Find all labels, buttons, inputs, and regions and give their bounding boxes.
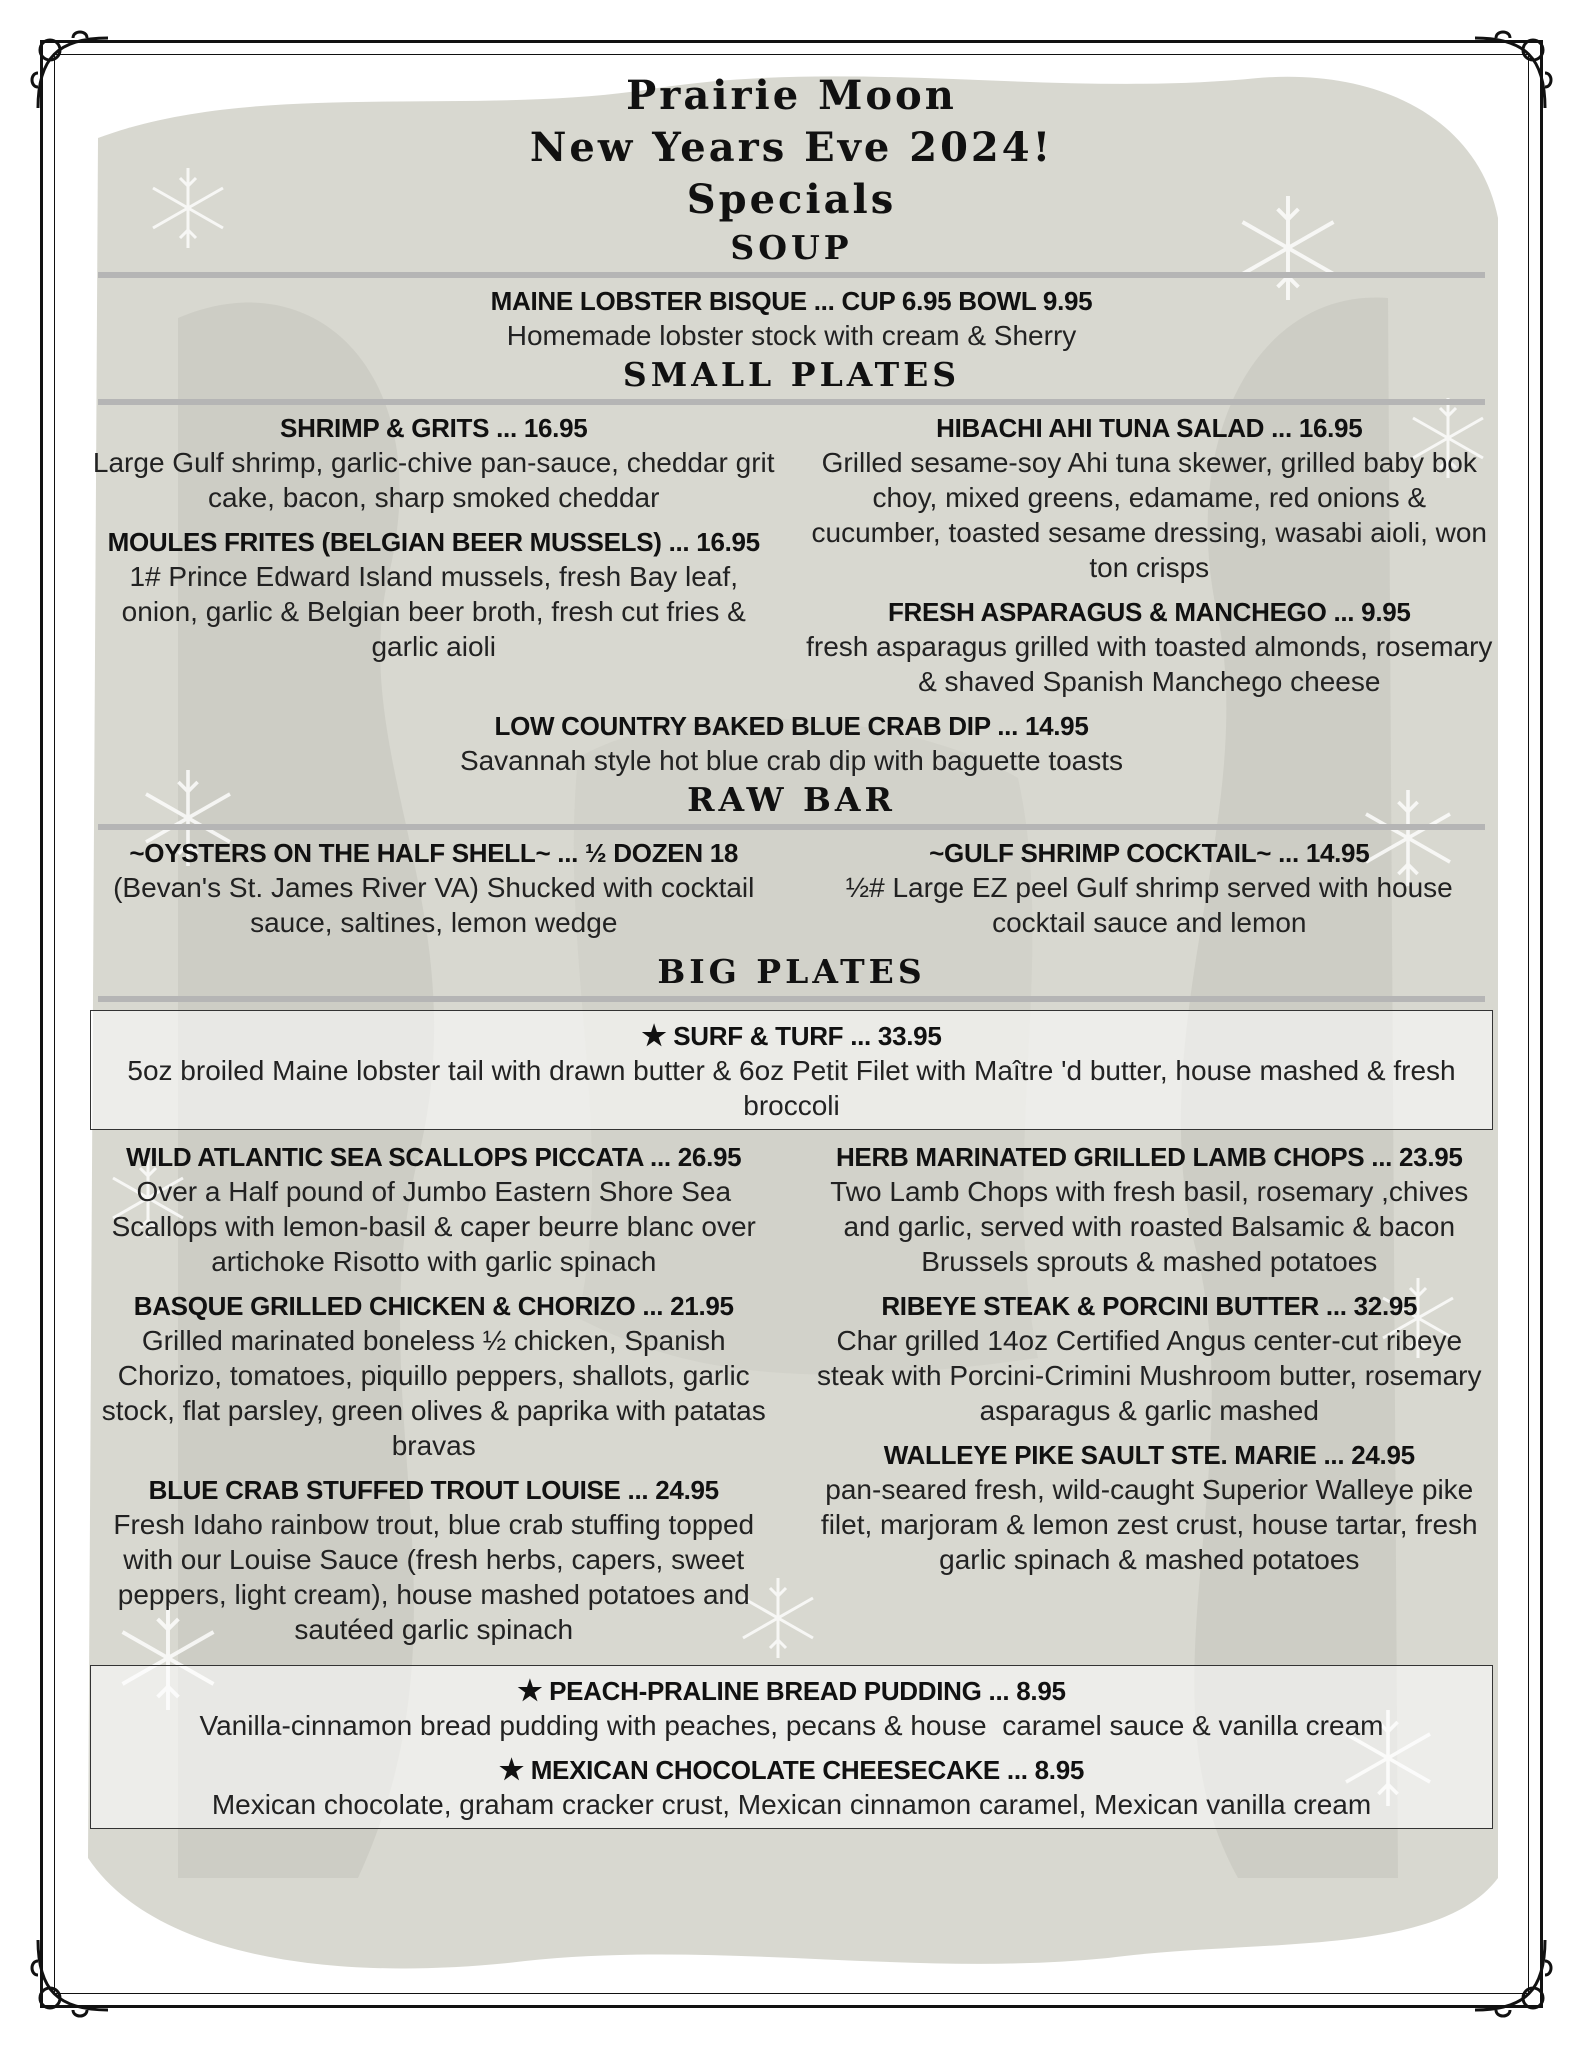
item-description: Over a Half pound of Jumbo Eastern Shore Sea Scallops with lemon-basil & caper beurre blanc over artichoke Risotto with garlic spinach: [111, 1176, 756, 1277]
left-column: [90, 1140, 777, 1657]
corner-flourish-icon: [28, 1930, 118, 2020]
menu-item: [90, 836, 777, 940]
item-name: HIBACHI AHI TUNA SALAD: [936, 413, 1265, 443]
item-price: 16.95: [696, 527, 760, 557]
separator: ...: [813, 286, 835, 316]
menu-item: [90, 525, 777, 664]
item-name: MEXICAN CHOCOLATE CHEESECAKE: [530, 1755, 1000, 1785]
item-price: ½ DOZEN 18: [585, 838, 739, 868]
item-name: WALLEYE PIKE SAULT STE. MARIE: [883, 1440, 1317, 1470]
item-description: Grilled sesame-soy Ahi tuna skewer, grilled baby bok choy, mixed greens, edamame, red onions & cucumber, toasted sesame dressing, wasabi aioli, won ton crisps: [811, 447, 1487, 583]
item-name: LOW COUNTRY BAKED BLUE CRAB DIP: [494, 711, 991, 741]
item-price: 16.95: [1298, 413, 1363, 443]
separator: ...: [997, 711, 1018, 741]
right-column: [806, 836, 1493, 950]
small-plates-columns: [90, 411, 1493, 709]
item-description: Char grilled 14oz Certified Angus center-cut ribeye steak with Porcini-Crimini Mushroom butter, rosemary asparagus & garlic mashed: [817, 1325, 1482, 1426]
menu-item: [806, 1140, 1493, 1279]
menu-subtitle: Specials: [686, 176, 897, 223]
item-description: Fresh Idaho rainbow trout, blue crab stuffing topped with our Louise Sauce (fresh herbs, capers, sweet peppers, light cream), house mashed potatoes and sautéed garlic spinach: [113, 1509, 755, 1645]
star-icon: ★: [517, 1675, 543, 1706]
left-column: [90, 836, 777, 950]
raw-bar-columns: [90, 836, 1493, 950]
item-description: ½# Large EZ peel Gulf shrimp served with house cocktail sauce and lemon: [845, 872, 1453, 938]
item-name: ~GULF SHRIMP COCKTAIL~: [929, 838, 1272, 868]
separator: ...: [988, 1676, 1010, 1706]
item-name: PEACH-PRALINE BREAD PUDDING: [549, 1676, 982, 1706]
item-description: Homemade lobster stock with cream & Sherry: [506, 320, 1077, 351]
item-price: 8.95: [1016, 1676, 1066, 1706]
star-icon: ★: [498, 1754, 524, 1785]
item-name: SHRIMP & GRITS: [280, 413, 490, 443]
separator: ...: [496, 413, 517, 443]
separator: ...: [642, 1291, 664, 1321]
item-price: 33.95: [877, 1021, 942, 1051]
featured-item-box: [90, 1010, 1493, 1130]
item-price: 23.95: [1399, 1142, 1463, 1172]
item-name: HERB MARINATED GRILLED LAMB CHOPS: [835, 1142, 1365, 1172]
item-price: 24.95: [655, 1475, 719, 1505]
item-description: (Bevan's St. James River VA) Shucked with cocktail sauce, saltines, lemon wedge: [113, 872, 755, 938]
section-heading-small-plates: SMALL PLATES: [622, 355, 961, 394]
separator: ...: [1333, 597, 1355, 627]
section-divider: [98, 996, 1485, 1002]
item-name: BASQUE GRILLED CHICKEN & CHORIZO: [133, 1291, 636, 1321]
item-name: WILD ATLANTIC SEA SCALLOPS PICCATA: [126, 1142, 644, 1172]
menu-item: [806, 1438, 1493, 1577]
separator: ...: [1278, 838, 1299, 868]
separator: ...: [1371, 1142, 1393, 1172]
menu-item: [90, 1289, 777, 1463]
section-divider: [98, 272, 1485, 278]
item-price: 24.95: [1351, 1440, 1415, 1470]
separator: ...: [557, 838, 579, 868]
separator: ...: [1325, 1291, 1347, 1321]
separator: ...: [1006, 1755, 1028, 1785]
star-icon: ★: [641, 1020, 667, 1051]
item-name: ~OYSTERS ON THE HALF SHELL~: [129, 838, 551, 868]
separator: ...: [850, 1021, 871, 1051]
menu-item: [111, 1753, 1472, 1822]
menu-item: [90, 709, 1493, 778]
menu-item: [90, 1473, 777, 1647]
menu-item: [90, 1140, 777, 1279]
separator: ...: [1271, 413, 1292, 443]
left-column: [90, 411, 777, 709]
menu-item: [111, 1674, 1472, 1743]
item-description: Mexican chocolate, graham cracker crust, Mexican cinnamon caramel, Mexican vanilla cream: [211, 1789, 1372, 1820]
item-description: pan-seared fresh, wild-caught Superior Walleye pike filet, marjoram & lemon zest crust, house tartar, fresh garlic spinach & mashed potatoes: [820, 1474, 1478, 1575]
item-name: MOULES FRITES (BELGIAN BEER MUSSELS): [107, 527, 662, 557]
item-price: 21.95: [670, 1291, 734, 1321]
section-heading-big-plates: BIG PLATES: [657, 952, 926, 991]
item-price: 32.95: [1353, 1291, 1418, 1321]
item-description: 5oz broiled Maine lobster tail with drawn butter & 6oz Petit Filet with Maître 'd butter, house mashed & fresh broccoli: [127, 1055, 1456, 1121]
item-price: CUP 6.95 BOWL 9.95: [841, 286, 1093, 316]
item-price: 14.95: [1024, 711, 1089, 741]
item-price: 9.95: [1361, 597, 1411, 627]
big-plates-columns: [90, 1140, 1493, 1657]
section-heading-soup: SOUP: [730, 228, 853, 267]
menu-item: [806, 411, 1493, 585]
item-description: Large Gulf shrimp, garlic-chive pan-sauce, cheddar grit cake, bacon, sharp smoked cheddar: [92, 447, 775, 513]
item-name: RIBEYE STEAK & PORCINI BUTTER: [881, 1291, 1319, 1321]
item-description: 1# Prince Edward Island mussels, fresh Bay leaf, onion, garlic & Belgian beer broth, fresh cut fries & garlic aioli: [121, 561, 746, 662]
item-description: fresh asparagus grilled with toasted almonds, rosemary & shaved Spanish Manchego cheese: [806, 631, 1493, 697]
right-column: [806, 1140, 1493, 1657]
item-description: Vanilla-cinnamon bread pudding with peaches, pecans & house caramel sauce & vanilla cream: [199, 1710, 1384, 1741]
menu-content: [90, 70, 1493, 1839]
right-column: [806, 411, 1493, 709]
item-price: 14.95: [1305, 838, 1370, 868]
item-description: Two Lamb Chops with fresh basil, rosemary ,chives and garlic, served with roasted Balsamic & bacon Brussels sprouts & mashed potatoes: [830, 1176, 1469, 1277]
item-price: 8.95: [1034, 1755, 1085, 1785]
section-divider: [98, 399, 1485, 405]
item-description: Savannah style hot blue crab dip with baguette toasts: [459, 745, 1124, 776]
item-name: MAINE LOBSTER BISQUE: [490, 286, 807, 316]
dessert-box: [90, 1665, 1493, 1829]
item-description: Grilled marinated boneless ½ chicken, Spanish Chorizo, tomatoes, piquillo peppers, shallots, garlic stock, flat parsley, green olives & paprika with patatas bravas: [101, 1325, 766, 1461]
separator: ...: [650, 1142, 671, 1172]
item-price: 26.95: [677, 1142, 742, 1172]
item-name: BLUE CRAB STUFFED TROUT LOUISE: [148, 1475, 621, 1505]
menu-item: [90, 284, 1493, 353]
separator: ...: [627, 1475, 649, 1505]
menu-item: [806, 1289, 1493, 1428]
event-title: New Years Eve 2024!: [529, 124, 1054, 171]
item-name: FRESH ASPARAGUS & MANCHEGO: [887, 597, 1327, 627]
menu-item: [90, 411, 777, 515]
item-name: SURF & TURF: [673, 1021, 844, 1051]
separator: ...: [1323, 1440, 1345, 1470]
menu-item: [806, 836, 1493, 940]
menu-item: [806, 595, 1493, 699]
restaurant-name: Prairie Moon: [626, 72, 957, 119]
section-divider: [98, 824, 1485, 830]
separator: ...: [668, 527, 690, 557]
corner-flourish-icon: [1465, 1930, 1555, 2020]
item-price: 16.95: [523, 413, 588, 443]
section-heading-raw-bar: RAW BAR: [687, 780, 896, 819]
